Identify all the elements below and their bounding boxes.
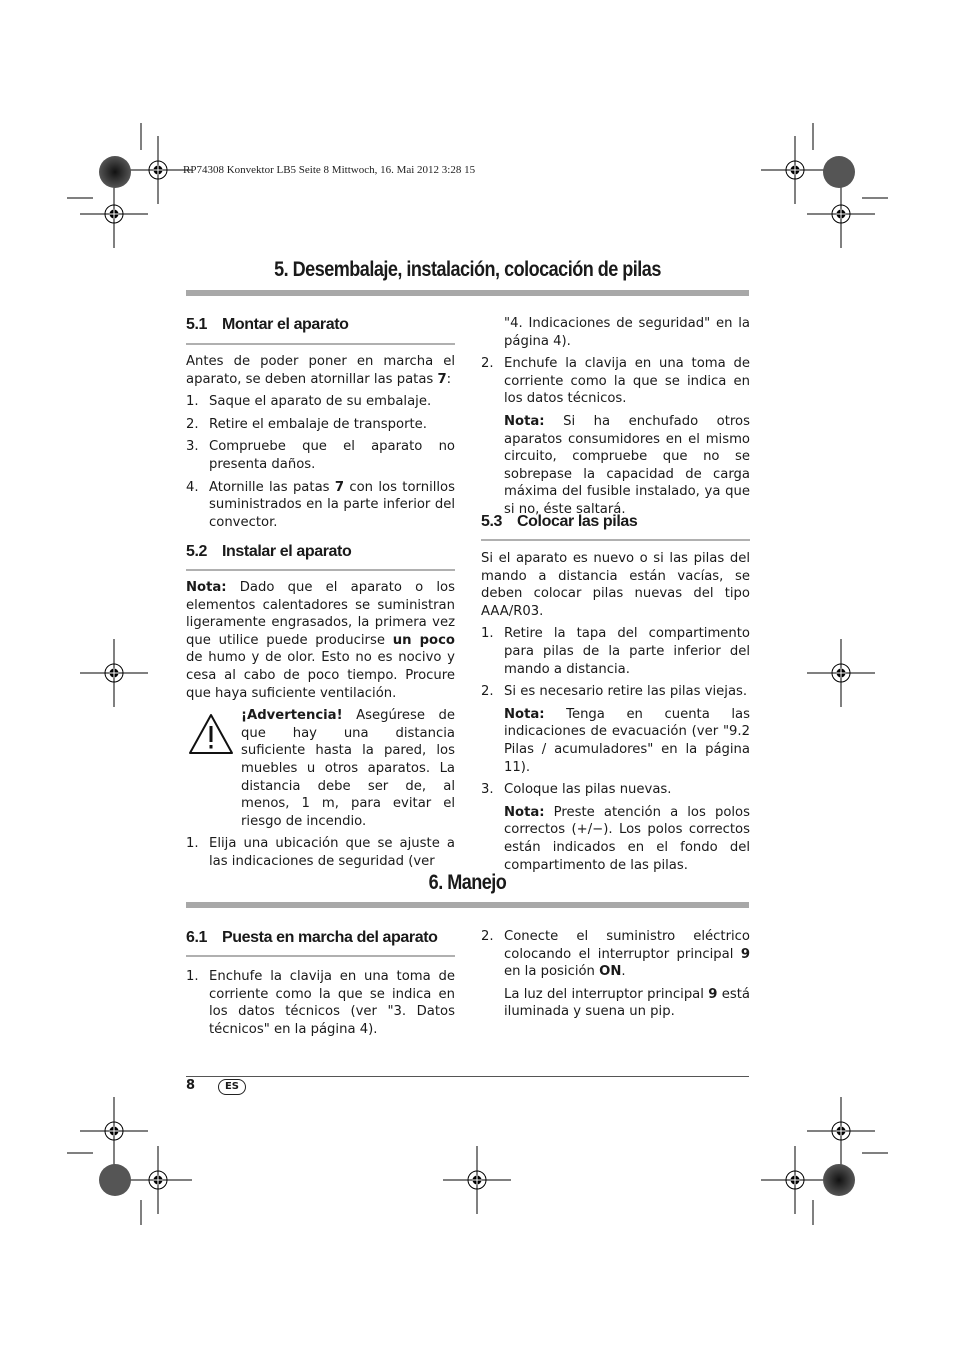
paragraph: Si el aparato es nuevo o si las pilas del mando a distancia están vacías, se deben colocar pilas nuevas del tipo AAA/R03. xyxy=(481,551,750,619)
section-title: Colocar las pilas xyxy=(517,513,638,530)
language-badge: ES xyxy=(218,1079,246,1095)
section-rule xyxy=(186,343,455,345)
section-number: 6.1 xyxy=(186,929,208,946)
list-item: 1. Retire la tapa del compartimento para pilas de la parte inferior del mando a distancia. xyxy=(481,626,750,677)
section-rule xyxy=(186,955,455,957)
chapter-5-title: 5. Desembalaje, instalación, colocación de pilas xyxy=(274,258,661,281)
section-5-2-heading xyxy=(186,543,351,561)
section-5-1-heading xyxy=(186,316,349,334)
right-column-bottom xyxy=(481,550,750,879)
list-item: 2. Enchufe la clavija en una toma de corriente como la que se indica en los datos técnicos. xyxy=(481,356,750,407)
chapter-5-rule xyxy=(186,290,749,296)
list-item: 2. Conecte el suministro eléctrico colocando el interruptor principal 9 en la posición ON. xyxy=(481,929,750,980)
section-number: 5.1 xyxy=(186,316,208,333)
note-paragraph: Nota: Dado que el aparato o los elementos calentadores se suministran ligeramente engrasados, la primera vez que utilice puede producirse un poco de humo y de olor. Esto no es nocivo y cesa al cabo de poco tiempo. Procure que haya suficiente ventilación. xyxy=(186,580,455,701)
section-number: 5.2 xyxy=(186,543,208,560)
left-column-chapter6 xyxy=(186,968,455,1043)
left-column-bottom xyxy=(186,579,455,876)
chapter-6-rule xyxy=(186,902,749,908)
footer-rule xyxy=(186,1076,749,1077)
warning-block: ¡Advertencia! Asegúrese de que hay una distancia suficiente hasta la pared, los muebles u otros aparatos. La distancia debe ser de, al menos, 1 m, para evitar el riesgo de incendio. xyxy=(186,707,455,830)
note-paragraph: Nota: Preste atención a los polos correctos (+/−). Los polos correctos están indicados en el fondo del compartimento de las pilas. xyxy=(504,804,750,873)
paragraph: La luz del interruptor principal 9 está iluminada y suena un pip. xyxy=(504,986,750,1020)
note-paragraph: Nota: Si ha enchufado otros aparatos consumidores en el mismo circuito, compruebe que no se sobrepase la capacidad de carga máxima del fusible instalado, ya que si no, éste saltará. xyxy=(504,413,750,517)
list-item: 1. Saque el aparato de su embalaje. xyxy=(186,394,432,410)
left-column-top xyxy=(186,353,455,536)
section-5-3-heading xyxy=(481,513,637,531)
list-item: 3. Coloque las pilas nuevas. xyxy=(481,782,672,798)
section-title: Montar el aparato xyxy=(222,316,349,333)
list-item: 1. Enchufe la clavija en una toma de corriente como la que se indica en los datos técnicos (ver "3. Datos técnicos" en la página 4). xyxy=(186,969,455,1037)
list-item: 1. Elija una ubicación que se ajuste a las indicaciones de seguridad (ver xyxy=(186,836,455,869)
right-column-chapter6 xyxy=(481,928,750,1026)
section-title: Puesta en marcha del aparato xyxy=(222,929,438,946)
note-paragraph: Nota: Tenga en cuenta las indicaciones de evacuación (ver "9.2 Pilas / acumuladores" en la página 11). xyxy=(504,706,750,775)
section-title: Instalar el aparato xyxy=(222,543,352,560)
print-slug: RP74308 Konvektor LB5 Seite 8 Mittwoch, 16. Mai 2012 3:28 15 xyxy=(183,164,476,176)
section-rule xyxy=(481,539,750,541)
warning-triangle-icon xyxy=(188,713,234,755)
list-item: 2. Si es necesario retire las pilas viejas. xyxy=(481,684,748,700)
section-number: 5.3 xyxy=(481,513,503,530)
list-item: 3. Compruebe que el aparato no presenta daños. xyxy=(186,439,455,472)
list-item: 2. Retire el embalaje de transporte. xyxy=(186,416,427,432)
right-column-top xyxy=(481,315,750,524)
list-item: 4. Atornille las patas 7 con los tornillos suministrados en la parte inferior del convector. xyxy=(186,479,455,530)
paragraph: Antes de poder poner en marcha el aparato, se deben atornillar las patas 7: xyxy=(186,354,455,387)
section-rule xyxy=(186,569,455,571)
chapter-6-title: 6. Manejo xyxy=(428,871,507,894)
section-6-1-heading xyxy=(186,929,438,947)
list-item-continuation: "4. Indicaciones de seguridad" en la página 4). xyxy=(504,316,750,349)
page-number: 8 xyxy=(186,1078,196,1093)
